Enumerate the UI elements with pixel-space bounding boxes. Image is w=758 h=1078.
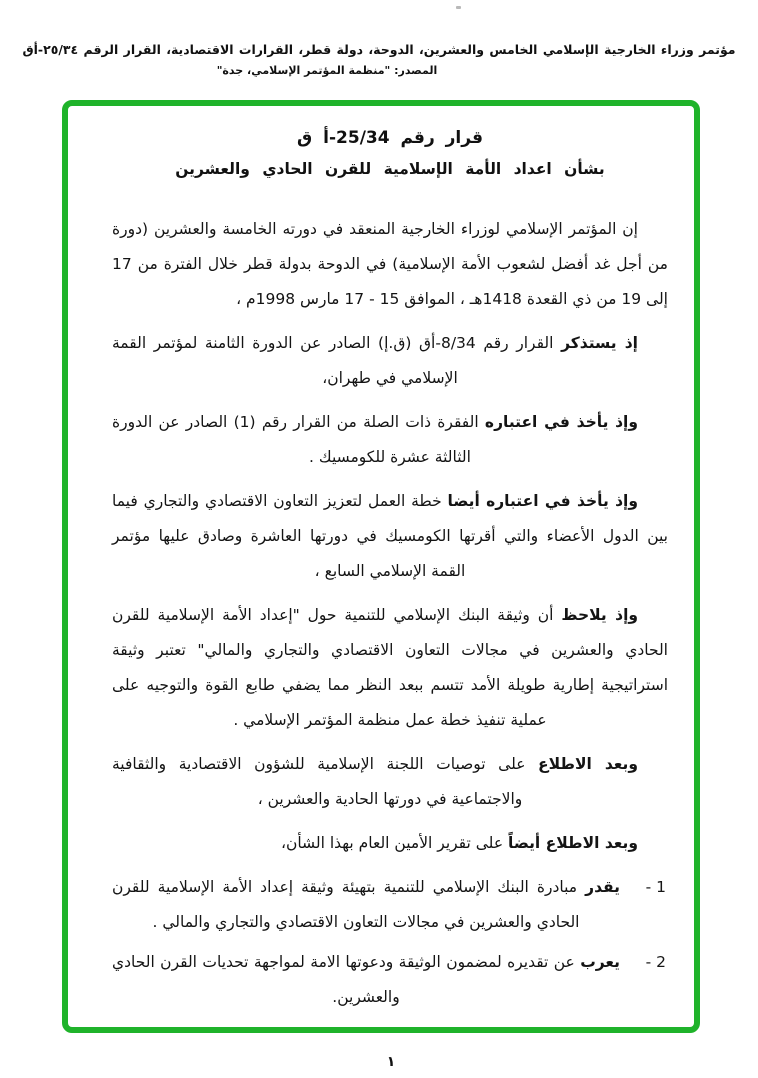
preamble-paragraph-1 — [112, 212, 668, 317]
resolution-number-title: قرار رقم 25/34-أ ق — [297, 128, 483, 148]
paragraph-text: على تقرير الأمين العام بهذا الشأن، — [280, 834, 508, 852]
document-header — [0, 42, 758, 77]
operative-items-list — [112, 870, 668, 1015]
source-line: المصدر: "منظمة المؤتمر الإسلامي، جدة" — [216, 64, 438, 77]
page-number: ١ — [386, 1054, 396, 1070]
operative-item-2 — [112, 945, 668, 1015]
item-text — [112, 870, 620, 940]
preamble-paragraph-4 — [112, 484, 668, 589]
document-reference-line: مؤتمر وزراء الخارجية الإسلامي الخامس والعشرين، الدوحة، دولة قطر، القرارات الاقتصادية، القرار الرقم ٢٥/٣٤-أق — [22, 42, 736, 57]
paragraph-text: خطة العمل لتعزيز التعاون الاقتصادي والتجاري فيما بين الدول الأعضاء والتي أقرتها الكومسيك في دورتها العاشرة وصادق عليها مؤتمر القمة الإسلامي السابع ، — [112, 492, 668, 580]
preamble-paragraph-5 — [112, 598, 668, 738]
paragraph-lead: وإذ يلاحظ — [561, 606, 639, 624]
item-text — [112, 945, 620, 1015]
paragraph-lead: وإذ يأخذ في اعتباره — [484, 413, 639, 431]
paragraph-text: أن وثيقة البنك الإسلامي للتنمية حول "إعداد الأمة الإسلامية للقرن الحادي والعشرين في مجالات التعاون الاقتصادي والتجاري والمالي" تعتبر وثيقة استراتيجية إطارية طويلة الأمد تتسم ببعد النظر مما يضفي طابع القوة والتوجيه على عملية تنفيذ خطة عمل منظمة المؤتمر الإسلامي . — [112, 606, 668, 729]
paragraph-lead: إذ يستذكر — [561, 334, 638, 352]
document-footer — [0, 1051, 758, 1070]
item-number: 2 - — [645, 953, 666, 971]
preamble-paragraph-3 — [112, 405, 668, 475]
paragraph-lead: وبعد الاطلاع — [538, 755, 638, 773]
resolution-subject-title: بشأن اعداد الأمة الإسلامية للقرن الحادي والعشرين — [175, 160, 605, 178]
item-body: عن تقديره لمضمون الوثيقة ودعوتها الامة لمواجهة تحديات القرن الحادي والعشرين. — [112, 953, 581, 1006]
preamble-paragraph-2 — [112, 326, 668, 396]
paragraph-lead: وبعد الاطلاع أيضاً — [508, 834, 638, 852]
paragraph-text: إن المؤتمر الإسلامي لوزراء الخارجية المنعقد في دورته الخامسة والعشرين (دورة من أجل غد أفضل لشعوب الأمة الإسلامية) في الدوحة بدولة قطر خلال الفترة من 17 إلى 19 من ذي القعدة 1418هـ ، الموافق 15 - 17 مارس 1998م ، — [112, 220, 668, 308]
scan-artifact-dot — [456, 6, 461, 9]
item-lead: يعرب — [580, 953, 620, 971]
operative-item-1 — [112, 870, 668, 940]
paragraph-text: القرار رقم 8/34-أق (ق.إ) الصادر عن الدورة الثامنة لمؤتمر القمة الإسلامي في طهران، — [112, 334, 562, 387]
item-number: 1 - — [645, 878, 666, 896]
paragraph-text: الفقرة ذات الصلة من القرار رقم (1) الصادر عن الدورة الثالثة عشرة للكومسيك . — [112, 413, 485, 466]
paragraph-lead: وإذ يأخذ في اعتباره أيضا — [447, 492, 638, 510]
item-body: مبادرة البنك الإسلامي للتنمية بتهيئة وثيقة إعداد الأمة الإسلامية للقرن الحادي والعشرين في مجالات التعاون الاقتصادي والتجاري والمالي . — [112, 878, 586, 931]
preamble-paragraph-7 — [112, 826, 668, 861]
preamble-paragraph-6 — [112, 747, 668, 817]
paragraph-text: على توصيات اللجنة الإسلامية للشؤون الاقتصادية والثقافية والاجتماعية في دورتها الحادية والعشرين ، — [112, 755, 538, 808]
resolution-frame — [62, 100, 700, 1033]
item-lead: يقدر — [585, 878, 620, 896]
